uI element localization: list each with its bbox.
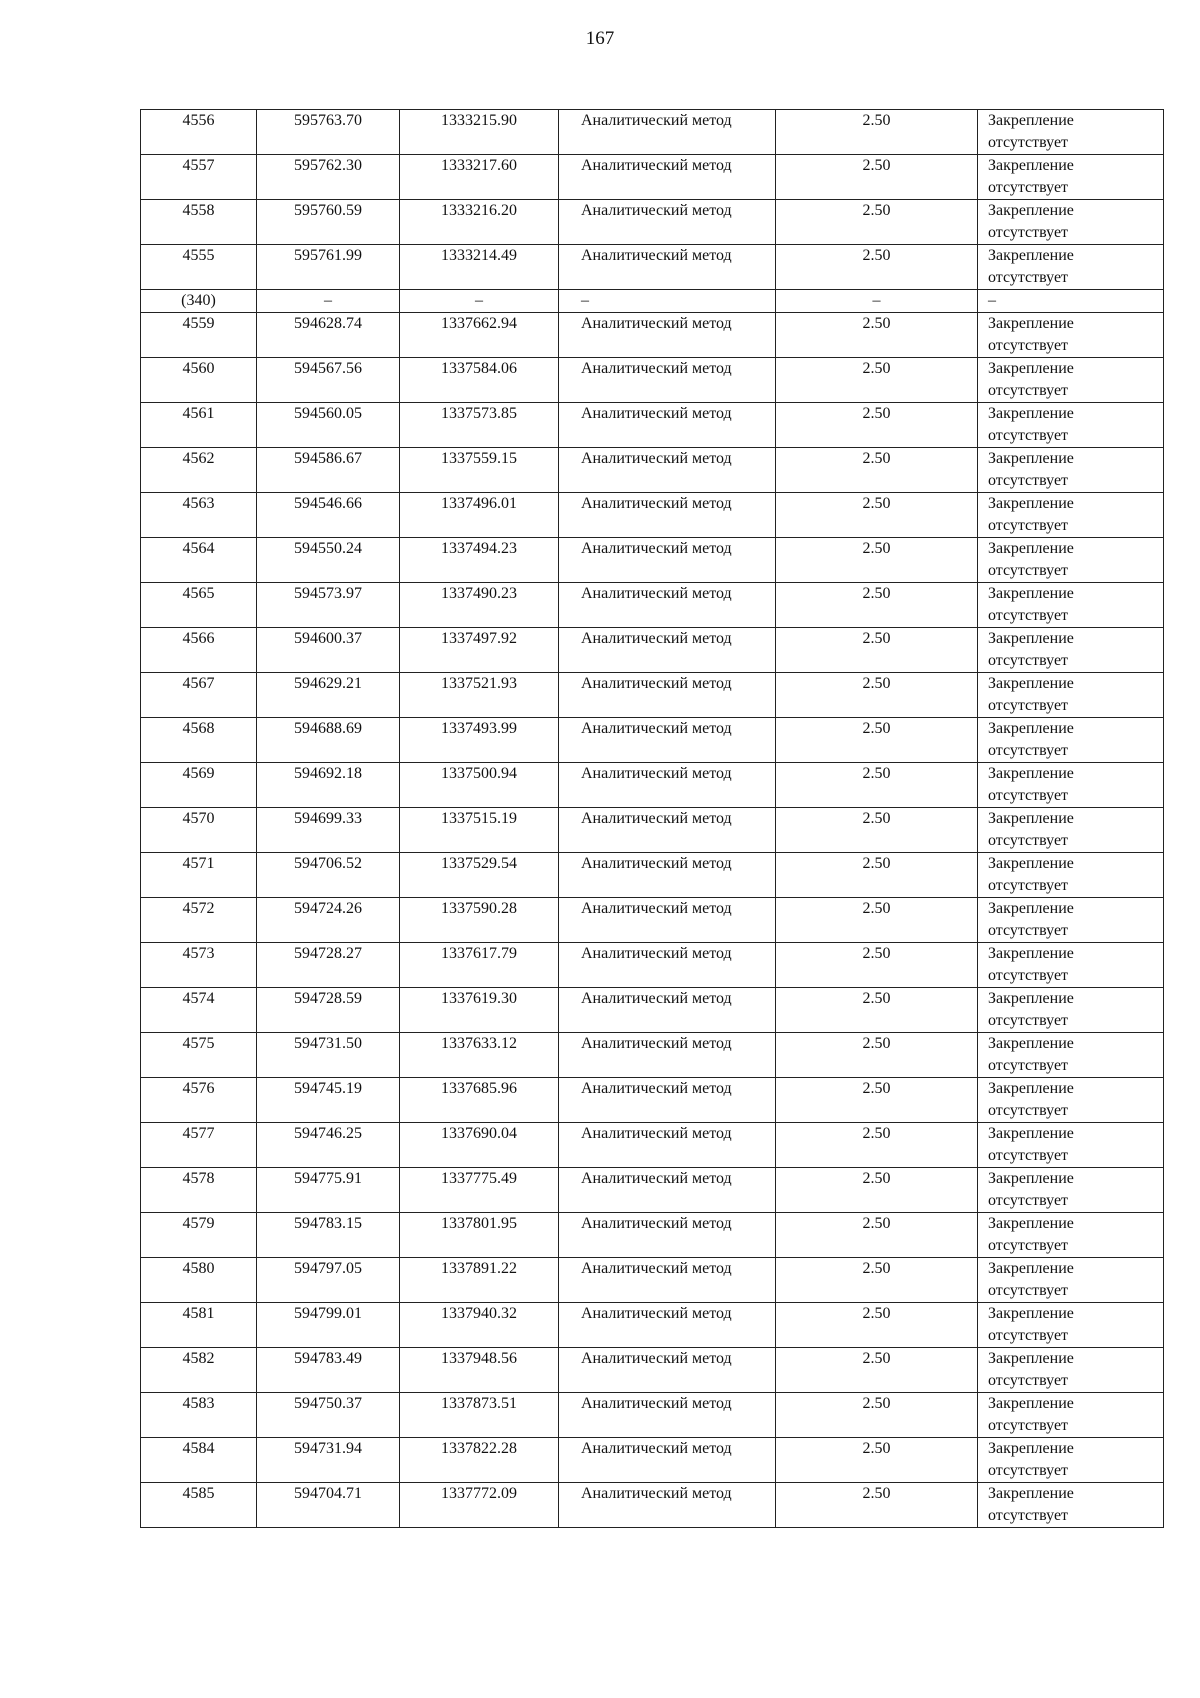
method-cell: Аналитический метод — [559, 898, 776, 943]
fixing-line-2: отсутствует — [988, 787, 1069, 804]
fixing-line-2: отсутствует — [988, 337, 1069, 354]
table-row — [141, 718, 1164, 763]
point-number-cell: 4565 — [141, 583, 257, 628]
point-number-cell: 4583 — [141, 1393, 257, 1438]
x-coordinate-cell: 594724.26 — [257, 898, 400, 943]
fixing-line-2: отсутствует — [988, 1327, 1069, 1344]
fixing-line-1: Закрепление — [988, 1035, 1074, 1052]
point-number-cell: 4575 — [141, 1033, 257, 1078]
method-cell: Аналитический метод — [559, 155, 776, 200]
fixing-cell — [978, 718, 1164, 763]
fixing-line-2: отсутствует — [988, 1282, 1069, 1299]
fixing-line-2: отсутствует — [988, 1192, 1069, 1209]
fixing-line-1: Закрепление — [988, 855, 1074, 872]
point-number-cell: 4564 — [141, 538, 257, 583]
accuracy-cell: 2.50 — [776, 1123, 978, 1168]
fixing-cell — [978, 1168, 1164, 1213]
table-row — [141, 155, 1164, 200]
y-coordinate-cell: 1337493.99 — [400, 718, 559, 763]
fixing-line-2: отсутствует — [988, 427, 1069, 444]
accuracy-cell: 2.50 — [776, 943, 978, 988]
point-number-cell: 4556 — [141, 110, 257, 155]
fixing-line-1: Закрепление — [988, 1395, 1074, 1412]
page-number: 167 — [585, 28, 615, 49]
y-coordinate-cell: 1337584.06 — [400, 358, 559, 403]
fixing-line-2: отсутствует — [988, 179, 1069, 196]
method-cell: Аналитический метод — [559, 808, 776, 853]
fixing-line-1: Закрепление — [988, 495, 1074, 512]
fixing-line-1: Закрепление — [988, 1260, 1074, 1277]
fixing-line-1: Закрепление — [988, 1125, 1074, 1142]
x-coordinate-cell: 594745.19 — [257, 1078, 400, 1123]
fixing-cell — [978, 1303, 1164, 1348]
fixing-line-2: отсутствует — [988, 1147, 1069, 1164]
table-row — [141, 313, 1164, 358]
x-coordinate-cell: 594586.67 — [257, 448, 400, 493]
fixing-line-2: отсутствует — [988, 517, 1069, 534]
table-row — [141, 290, 1164, 313]
fixing-line-1: Закрепление — [988, 765, 1074, 782]
y-coordinate-cell: – — [400, 290, 559, 313]
fixing-line-2: отсутствует — [988, 697, 1069, 714]
fixing-line-2: отсутствует — [988, 742, 1069, 759]
method-cell: Аналитический метод — [559, 358, 776, 403]
fixing-line-1: Закрепление — [988, 585, 1074, 602]
method-cell: Аналитический метод — [559, 1258, 776, 1303]
method-cell: – — [559, 290, 776, 313]
accuracy-cell: 2.50 — [776, 358, 978, 403]
method-cell: Аналитический метод — [559, 110, 776, 155]
y-coordinate-cell: 1337490.23 — [400, 583, 559, 628]
point-number-cell: 4567 — [141, 673, 257, 718]
fixing-cell — [978, 853, 1164, 898]
method-cell: Аналитический метод — [559, 1033, 776, 1078]
table-row — [141, 1123, 1164, 1168]
y-coordinate-cell: 1337940.32 — [400, 1303, 559, 1348]
method-cell: Аналитический метод — [559, 1438, 776, 1483]
method-cell: Аналитический метод — [559, 538, 776, 583]
method-cell: Аналитический метод — [559, 988, 776, 1033]
point-number-cell: 4563 — [141, 493, 257, 538]
y-coordinate-cell: 1337496.01 — [400, 493, 559, 538]
fixing-line-2: отсутствует — [988, 652, 1069, 669]
fixing-line-1: Закрепление — [988, 202, 1074, 219]
fixing-line-2: отсутствует — [988, 134, 1069, 151]
table-row — [141, 943, 1164, 988]
table-row — [141, 583, 1164, 628]
accuracy-cell: 2.50 — [776, 1348, 978, 1393]
y-coordinate-cell: 1337515.19 — [400, 808, 559, 853]
table-row — [141, 763, 1164, 808]
table-row — [141, 245, 1164, 290]
accuracy-cell: 2.50 — [776, 853, 978, 898]
fixing-cell — [978, 943, 1164, 988]
x-coordinate-cell: 594731.50 — [257, 1033, 400, 1078]
table-row — [141, 110, 1164, 155]
coordinates-table — [140, 109, 1164, 1528]
fixing-cell — [978, 538, 1164, 583]
accuracy-cell: 2.50 — [776, 1483, 978, 1528]
table-row — [141, 898, 1164, 943]
table-row — [141, 853, 1164, 898]
point-number-cell: 4570 — [141, 808, 257, 853]
fixing-line-1: Закрепление — [988, 112, 1074, 129]
method-cell: Аналитический метод — [559, 943, 776, 988]
fixing-line-2: отсутствует — [988, 1012, 1069, 1029]
fixing-cell — [978, 313, 1164, 358]
y-coordinate-cell: 1337801.95 — [400, 1213, 559, 1258]
fixing-line-1: Закрепление — [988, 675, 1074, 692]
y-coordinate-cell: 1337690.04 — [400, 1123, 559, 1168]
point-number-cell: 4557 — [141, 155, 257, 200]
fixing-line-2: отсутствует — [988, 832, 1069, 849]
table-row — [141, 358, 1164, 403]
point-number-cell: 4576 — [141, 1078, 257, 1123]
x-coordinate-cell: 595761.99 — [257, 245, 400, 290]
accuracy-cell: 2.50 — [776, 718, 978, 763]
table-row — [141, 1213, 1164, 1258]
fixing-line-2: отсутствует — [988, 382, 1069, 399]
point-number-cell: 4561 — [141, 403, 257, 448]
fixing-line-1: Закрепление — [988, 405, 1074, 422]
method-cell: Аналитический метод — [559, 200, 776, 245]
fixing-cell — [978, 1348, 1164, 1393]
accuracy-cell: 2.50 — [776, 448, 978, 493]
x-coordinate-cell: 594783.49 — [257, 1348, 400, 1393]
point-number-cell: 4577 — [141, 1123, 257, 1168]
x-coordinate-cell: 594560.05 — [257, 403, 400, 448]
method-cell: Аналитический метод — [559, 1348, 776, 1393]
fixing-line-1: Закрепление — [988, 810, 1074, 827]
method-cell: Аналитический метод — [559, 313, 776, 358]
fixing-cell — [978, 1213, 1164, 1258]
point-number-cell: (340) — [141, 290, 257, 313]
fixing-cell — [978, 290, 1164, 313]
fixing-line-1: Закрепление — [988, 1440, 1074, 1457]
y-coordinate-cell: 1333214.49 — [400, 245, 559, 290]
point-number-cell: 4555 — [141, 245, 257, 290]
x-coordinate-cell: – — [257, 290, 400, 313]
point-number-cell: 4582 — [141, 1348, 257, 1393]
y-coordinate-cell: 1337494.23 — [400, 538, 559, 583]
fixing-cell — [978, 583, 1164, 628]
fixing-line-2: отсутствует — [988, 1462, 1069, 1479]
y-coordinate-cell: 1333215.90 — [400, 110, 559, 155]
point-number-cell: 4573 — [141, 943, 257, 988]
accuracy-cell: 2.50 — [776, 1168, 978, 1213]
fixing-line-2: отсутствует — [988, 607, 1069, 624]
table-row — [141, 1078, 1164, 1123]
method-cell: Аналитический метод — [559, 628, 776, 673]
fixing-cell — [978, 628, 1164, 673]
x-coordinate-cell: 594797.05 — [257, 1258, 400, 1303]
point-number-cell: 4568 — [141, 718, 257, 763]
y-coordinate-cell: 1337873.51 — [400, 1393, 559, 1438]
fixing-line-2: отсутствует — [988, 562, 1069, 579]
fixing-cell — [978, 1393, 1164, 1438]
accuracy-cell: 2.50 — [776, 988, 978, 1033]
fixing-cell — [978, 763, 1164, 808]
fixing-line-1: Закрепление — [988, 1215, 1074, 1232]
accuracy-cell: 2.50 — [776, 1033, 978, 1078]
y-coordinate-cell: 1337822.28 — [400, 1438, 559, 1483]
accuracy-cell: 2.50 — [776, 673, 978, 718]
fixing-line-2: отсутствует — [988, 877, 1069, 894]
method-cell: Аналитический метод — [559, 403, 776, 448]
fixing-line-1: Закрепление — [988, 900, 1074, 917]
accuracy-cell: 2.50 — [776, 200, 978, 245]
y-coordinate-cell: 1337590.28 — [400, 898, 559, 943]
fixing-cell — [978, 988, 1164, 1033]
table-row — [141, 1348, 1164, 1393]
fixing-line-1: Закрепление — [988, 540, 1074, 557]
x-coordinate-cell: 594573.97 — [257, 583, 400, 628]
point-number-cell: 4559 — [141, 313, 257, 358]
table-row — [141, 988, 1164, 1033]
accuracy-cell: 2.50 — [776, 493, 978, 538]
x-coordinate-cell: 594746.25 — [257, 1123, 400, 1168]
table-row — [141, 1393, 1164, 1438]
y-coordinate-cell: 1337559.15 — [400, 448, 559, 493]
fixing-cell — [978, 1438, 1164, 1483]
fixing-line-1: Закрепление — [988, 1305, 1074, 1322]
accuracy-cell: 2.50 — [776, 245, 978, 290]
y-coordinate-cell: 1337617.79 — [400, 943, 559, 988]
fixing-line-2: отсутствует — [988, 269, 1069, 286]
fixing-cell — [978, 200, 1164, 245]
y-coordinate-cell: 1337775.49 — [400, 1168, 559, 1213]
x-coordinate-cell: 594775.91 — [257, 1168, 400, 1213]
x-coordinate-cell: 594783.15 — [257, 1213, 400, 1258]
x-coordinate-cell: 594728.59 — [257, 988, 400, 1033]
x-coordinate-cell: 594628.74 — [257, 313, 400, 358]
fixing-line-1: Закрепление — [988, 450, 1074, 467]
fixing-line-2: отсутствует — [988, 967, 1069, 984]
point-number-cell: 4579 — [141, 1213, 257, 1258]
fixing-cell — [978, 673, 1164, 718]
point-number-cell: 4558 — [141, 200, 257, 245]
y-coordinate-cell: 1337633.12 — [400, 1033, 559, 1078]
table-row — [141, 1258, 1164, 1303]
fixing-line-1: Закрепление — [988, 1350, 1074, 1367]
x-coordinate-cell: 594704.71 — [257, 1483, 400, 1528]
point-number-cell: 4566 — [141, 628, 257, 673]
table-row — [141, 1438, 1164, 1483]
fixing-line-2: отсутствует — [988, 1102, 1069, 1119]
point-number-cell: 4569 — [141, 763, 257, 808]
x-coordinate-cell: 594728.27 — [257, 943, 400, 988]
fixing-cell — [978, 1483, 1164, 1528]
fixing-line-1: Закрепление — [988, 360, 1074, 377]
fixing-cell — [978, 245, 1164, 290]
fixing-line-2: отсутствует — [988, 1417, 1069, 1434]
fixing-cell — [978, 403, 1164, 448]
method-cell: Аналитический метод — [559, 245, 776, 290]
coordinates-table-body — [141, 110, 1164, 1528]
accuracy-cell: 2.50 — [776, 155, 978, 200]
accuracy-cell: 2.50 — [776, 898, 978, 943]
accuracy-cell: – — [776, 290, 978, 313]
x-coordinate-cell: 594600.37 — [257, 628, 400, 673]
table-row — [141, 628, 1164, 673]
table-row — [141, 1033, 1164, 1078]
fixing-line-2: отсутствует — [988, 922, 1069, 939]
point-number-cell: 4574 — [141, 988, 257, 1033]
fixing-line-2: отсутствует — [988, 1372, 1069, 1389]
fixing-cell — [978, 493, 1164, 538]
table-row — [141, 1168, 1164, 1213]
accuracy-cell: 2.50 — [776, 763, 978, 808]
fixing-line-1: Закрепление — [988, 157, 1074, 174]
method-cell: Аналитический метод — [559, 1123, 776, 1168]
x-coordinate-cell: 594546.66 — [257, 493, 400, 538]
y-coordinate-cell: 1337948.56 — [400, 1348, 559, 1393]
y-coordinate-cell: 1337662.94 — [400, 313, 559, 358]
x-coordinate-cell: 594750.37 — [257, 1393, 400, 1438]
y-coordinate-cell: 1333216.20 — [400, 200, 559, 245]
fixing-line-1: – — [988, 292, 996, 309]
accuracy-cell: 2.50 — [776, 1438, 978, 1483]
fixing-line-2: отсутствует — [988, 1237, 1069, 1254]
point-number-cell: 4560 — [141, 358, 257, 403]
fixing-line-1: Закрепление — [988, 630, 1074, 647]
fixing-line-1: Закрепление — [988, 1485, 1074, 1502]
x-coordinate-cell: 595763.70 — [257, 110, 400, 155]
accuracy-cell: 2.50 — [776, 403, 978, 448]
method-cell: Аналитический метод — [559, 583, 776, 628]
method-cell: Аналитический метод — [559, 448, 776, 493]
point-number-cell: 4585 — [141, 1483, 257, 1528]
point-number-cell: 4581 — [141, 1303, 257, 1348]
point-number-cell: 4572 — [141, 898, 257, 943]
accuracy-cell: 2.50 — [776, 1258, 978, 1303]
accuracy-cell: 2.50 — [776, 538, 978, 583]
fixing-cell — [978, 1258, 1164, 1303]
fixing-line-1: Закрепление — [988, 720, 1074, 737]
fixing-line-2: отсутствует — [988, 472, 1069, 489]
method-cell: Аналитический метод — [559, 763, 776, 808]
fixing-cell — [978, 898, 1164, 943]
method-cell: Аналитический метод — [559, 673, 776, 718]
x-coordinate-cell: 595760.59 — [257, 200, 400, 245]
table-row — [141, 1303, 1164, 1348]
accuracy-cell: 2.50 — [776, 313, 978, 358]
fixing-line-1: Закрепление — [988, 1170, 1074, 1187]
point-number-cell: 4580 — [141, 1258, 257, 1303]
table-row — [141, 538, 1164, 583]
method-cell: Аналитический метод — [559, 1303, 776, 1348]
x-coordinate-cell: 594688.69 — [257, 718, 400, 763]
fixing-cell — [978, 1033, 1164, 1078]
table-row — [141, 200, 1164, 245]
method-cell: Аналитический метод — [559, 853, 776, 898]
point-number-cell: 4578 — [141, 1168, 257, 1213]
point-number-cell: 4571 — [141, 853, 257, 898]
accuracy-cell: 2.50 — [776, 583, 978, 628]
table-row — [141, 673, 1164, 718]
point-number-cell: 4562 — [141, 448, 257, 493]
x-coordinate-cell: 594567.56 — [257, 358, 400, 403]
y-coordinate-cell: 1337500.94 — [400, 763, 559, 808]
fixing-line-1: Закрепление — [988, 1080, 1074, 1097]
method-cell: Аналитический метод — [559, 1078, 776, 1123]
accuracy-cell: 2.50 — [776, 110, 978, 155]
fixing-cell — [978, 110, 1164, 155]
method-cell: Аналитический метод — [559, 1483, 776, 1528]
method-cell: Аналитический метод — [559, 1213, 776, 1258]
x-coordinate-cell: 594699.33 — [257, 808, 400, 853]
fixing-line-2: отсутствует — [988, 1507, 1069, 1524]
y-coordinate-cell: 1337619.30 — [400, 988, 559, 1033]
method-cell: Аналитический метод — [559, 1393, 776, 1438]
method-cell: Аналитический метод — [559, 718, 776, 763]
x-coordinate-cell: 594799.01 — [257, 1303, 400, 1348]
table-row — [141, 493, 1164, 538]
fixing-line-2: отсутствует — [988, 1057, 1069, 1074]
y-coordinate-cell: 1337772.09 — [400, 1483, 559, 1528]
x-coordinate-cell: 595762.30 — [257, 155, 400, 200]
fixing-cell — [978, 155, 1164, 200]
fixing-line-1: Закрепление — [988, 315, 1074, 332]
y-coordinate-cell: 1337573.85 — [400, 403, 559, 448]
fixing-cell — [978, 358, 1164, 403]
table-row — [141, 1483, 1164, 1528]
fixing-line-2: отсутствует — [988, 224, 1069, 241]
x-coordinate-cell: 594550.24 — [257, 538, 400, 583]
accuracy-cell: 2.50 — [776, 628, 978, 673]
y-coordinate-cell: 1337685.96 — [400, 1078, 559, 1123]
y-coordinate-cell: 1337521.93 — [400, 673, 559, 718]
table-row — [141, 448, 1164, 493]
x-coordinate-cell: 594692.18 — [257, 763, 400, 808]
accuracy-cell: 2.50 — [776, 1393, 978, 1438]
fixing-cell — [978, 448, 1164, 493]
fixing-cell — [978, 808, 1164, 853]
accuracy-cell: 2.50 — [776, 1213, 978, 1258]
x-coordinate-cell: 594731.94 — [257, 1438, 400, 1483]
x-coordinate-cell: 594629.21 — [257, 673, 400, 718]
fixing-line-1: Закрепление — [988, 247, 1074, 264]
y-coordinate-cell: 1337497.92 — [400, 628, 559, 673]
y-coordinate-cell: 1337891.22 — [400, 1258, 559, 1303]
x-coordinate-cell: 594706.52 — [257, 853, 400, 898]
method-cell: Аналитический метод — [559, 493, 776, 538]
table-row — [141, 808, 1164, 853]
fixing-cell — [978, 1078, 1164, 1123]
accuracy-cell: 2.50 — [776, 1303, 978, 1348]
method-cell: Аналитический метод — [559, 1168, 776, 1213]
fixing-cell — [978, 1123, 1164, 1168]
y-coordinate-cell: 1337529.54 — [400, 853, 559, 898]
point-number-cell: 4584 — [141, 1438, 257, 1483]
table-row — [141, 403, 1164, 448]
fixing-line-1: Закрепление — [988, 945, 1074, 962]
y-coordinate-cell: 1333217.60 — [400, 155, 559, 200]
fixing-line-1: Закрепление — [988, 990, 1074, 1007]
accuracy-cell: 2.50 — [776, 808, 978, 853]
accuracy-cell: 2.50 — [776, 1078, 978, 1123]
